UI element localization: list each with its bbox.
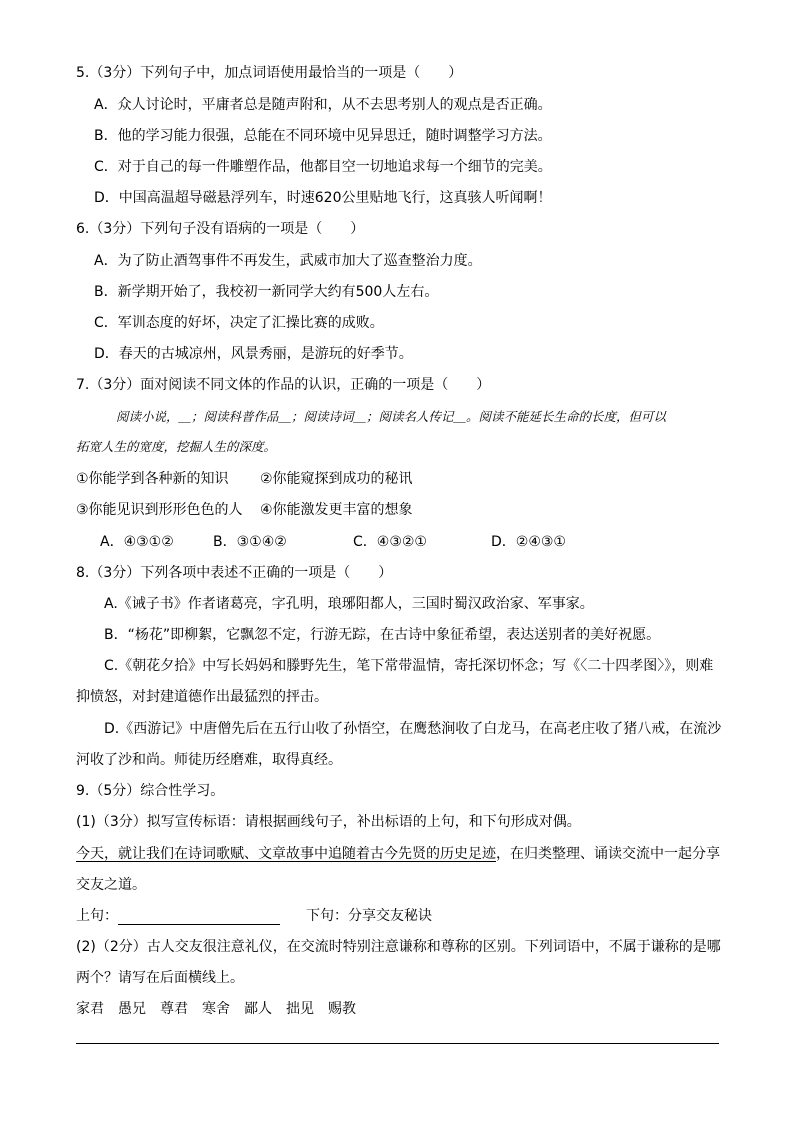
q9-stem: 9.（5分）综合性学习。 <box>76 783 225 799</box>
q7-option-c: C．④③②① <box>353 534 427 550</box>
q7-item-4: ④你能激发更丰富的想象 <box>260 502 413 518</box>
q9-upper-label: 上句： <box>76 908 118 924</box>
q8-option-b: B．“杨花”即柳絮，它飘忽不定，行游无踪，在古诗中象征希望，表达送别者的美好祝愿。 <box>104 627 661 643</box>
q6-stem: 6.（3分）下列句子没有语病的一项是（ ） <box>76 221 365 237</box>
q9-couplet-row <box>76 907 432 925</box>
q8-stem: 8.（3分）下列各项中表述不正确的一项是（ ） <box>76 565 393 581</box>
q5-option-b: B．他的学习能力很强，总能在不同环境中见异思迁，随时调整学习方法。 <box>94 128 552 144</box>
q9-sub1: (1)（3分）拟写宣传标语：请根据画线句子，补出标语的上句，和下句形成对偶。 <box>76 814 581 830</box>
q7-item-3: ③你能见识到形形色色的人 <box>76 502 243 518</box>
q9-sentence-line2: 交友之道。 <box>76 877 146 893</box>
q9-lower-text: 下句：分享交友秘诀 <box>306 908 432 924</box>
q8-option-a: A.《诫子书》作者诸葛亮，字孔明，琅琊阳都人，三国时蜀汉政治家、军事家。 <box>104 596 594 612</box>
q7-item-2: ②你能窥探到成功的秘讯 <box>260 471 413 487</box>
q7-stem: 7.（3分）面对阅读不同文体的作品的认识，正确的一项是（ ） <box>76 377 491 393</box>
q8-option-d-line2: 河收了沙和尚。师徒历经磨难，取得真经。 <box>76 752 342 768</box>
q6-option-a: A．为了防止酒驾事件不再发生，武威市加大了巡查整治力度。 <box>94 253 482 269</box>
q8-option-c-line1: C.《朝花夕拾》中写长妈妈和滕野先生，笔下常带温情，寄托深切怀念；写《〈二十四孝图〉》，则难 <box>104 658 714 674</box>
q9-sub2-line2: 两个？请写在后面横线上。 <box>76 970 244 986</box>
q9-sentence-tail: ，在归类整理、诵读交流中一起分享 <box>496 846 720 862</box>
q6-option-b: B．新学期开始了，我校初一新同学大约有500人左右。 <box>94 284 439 300</box>
q7-item-1: ①你能学到各种新的知识 <box>76 471 229 487</box>
q7-passage-line1: 阅读小说，＿；阅读科普作品＿；阅读诗词＿；阅读名人传记＿。阅读不能延长生命的长度，但可以 <box>116 409 667 424</box>
q9-sentence-line1 <box>76 845 720 863</box>
q6-option-c: C．军训态度的好坏，决定了汇操比赛的成败。 <box>94 315 384 331</box>
q5-option-a: A．众人讨论时，平庸者总是随声附和，从不去思考别人的观点是否正确。 <box>94 97 552 113</box>
q5-stem: 5.（3分）下列句子中，加点词语使用最恰当的一项是（ ） <box>76 65 463 81</box>
q9-upper-answer-blank[interactable] <box>118 910 280 925</box>
q7-option-b: B．③①④② <box>213 534 287 550</box>
q5-option-c: C．对于自己的每一件雕塑作品，他都目空一切地追求每一个细节的完美。 <box>94 159 552 175</box>
q7-option-a: A．④③①② <box>100 534 174 550</box>
q7-option-d: D．②④③① <box>491 534 566 550</box>
q8-option-d-line1: D.《西游记》中唐僧先后在五行山收了孙悟空，在鹰愁涧收了白龙马，在高老庄收了猪八戒，在流沙 <box>104 721 722 737</box>
q7-passage-line2: 拓宽人生的宽度，挖掘人生的深度。 <box>76 439 277 454</box>
q5-option-d: D．中国高温超导磁悬浮列车，时速620公里贴地飞行，这真骇人听闻啊！ <box>94 190 552 206</box>
q9-underlined-sentence: 今天，就让我们在诗词歌赋、文章故事中追随着古今先贤的历史足迹 <box>76 846 496 862</box>
answer-line[interactable] <box>76 1043 719 1044</box>
q8-option-c-line2: 抑愤怒，对封建道德作出最猛烈的抨击。 <box>76 689 328 705</box>
q9-sub2-line1: (2)（2分）古人交友很注意礼仪，在交流时特别注意谦称和尊称的区别。下列词语中，不属于谦称的是哪 <box>76 939 721 955</box>
q6-option-d: D．春天的古城凉州，风景秀丽，是游玩的好季节。 <box>94 346 413 362</box>
q9-word-list: 家君 愚兄 尊君 寒舍 鄙人 拙见 赐教 <box>76 1001 356 1017</box>
